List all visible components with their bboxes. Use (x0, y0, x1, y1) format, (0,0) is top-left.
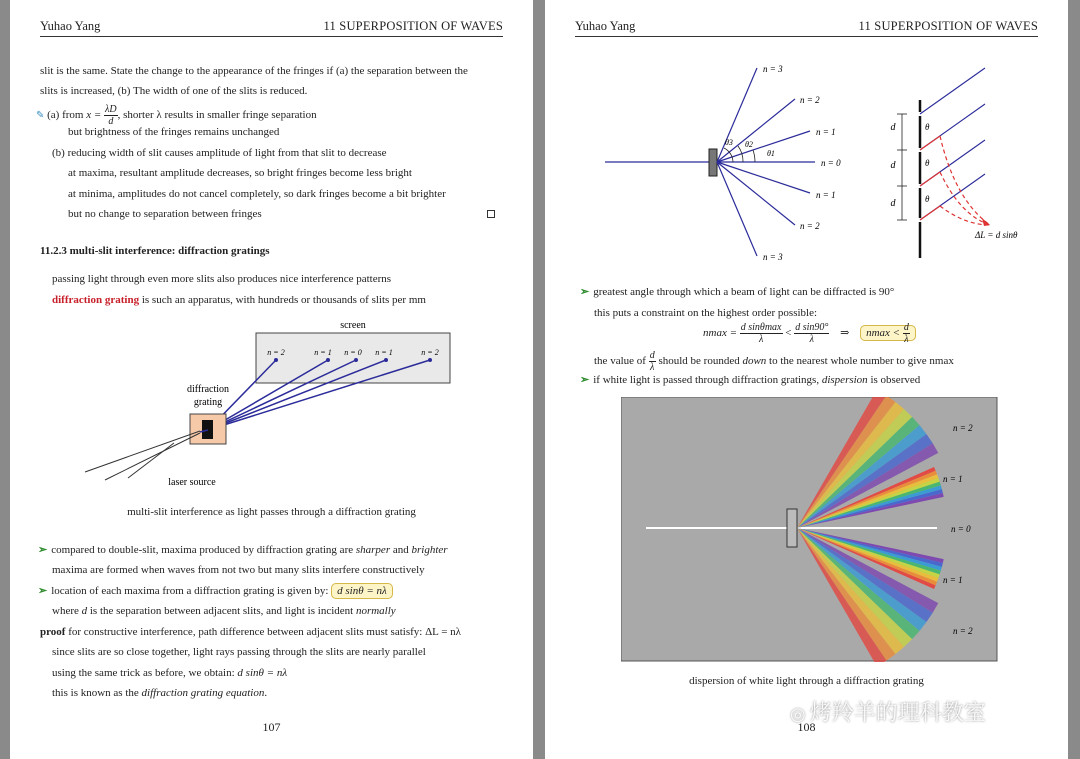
grating (787, 509, 797, 547)
arrow-icon: ➢ (580, 374, 590, 386)
grating-label-2: grating (193, 397, 223, 408)
header-chapter: 11 SUPERPOSITION OF WAVES (858, 19, 1038, 33)
order-label: n = 2 (800, 221, 820, 231)
angle-label: θ3 (725, 138, 733, 147)
proof-line4: this is known as the diffraction grating equation. (52, 687, 268, 699)
screen-label: screen (340, 320, 366, 331)
proof-line2: since slits are so close together, light rays passing through the slits are nearly parallel (52, 646, 426, 658)
order-label: n = 2 (267, 348, 285, 357)
nmax-box: nmax < $\frac{d}{\lambda}$ (860, 325, 916, 341)
bullet-location: ➢ location of each maxima from a diffraction grating is given by: d sinθ = nλ (38, 584, 393, 598)
order-label: n = 0 (344, 348, 362, 357)
proof-line1: proof for constructive interference, path difference between adjacent slits must satisfy: ΔL = nλ (40, 626, 461, 638)
bullet-compare-line2: maxima are formed when waves from not two but many slits interfere constructively (52, 564, 425, 576)
bullet-greatest-angle: ➢ greatest angle through which a beam of light can be diffracted is 90° (580, 286, 895, 298)
proof-line3: using the same trick as before, we obtain: d sinθ = nλ (52, 667, 288, 679)
section-heading: 11.2.3 multi-slit interference: diffraction gratings (40, 245, 270, 257)
order-label: n = 2 (800, 95, 820, 105)
order-label: n = 1 (375, 348, 393, 357)
multi-slit-figure (10, 310, 533, 500)
d-label: d (890, 198, 896, 209)
equation-box: d sinθ = nλ (331, 583, 393, 599)
page-108 (545, 0, 1068, 759)
nmax-equation: nmax = $\frac{\text{d sinθmax}}{\lambda}$ < $\frac{\text{d sin90°}}{\lambda}$ ⇒ nmax < $\frac{d}{\lambda}$ (703, 322, 916, 345)
order-label: n = 2 (421, 348, 439, 357)
paragraph-intro-1: slit is the same. State the change to the appearance of the fringes if (a) the separation between the (40, 65, 468, 77)
page-107 (10, 0, 533, 759)
answer-b-line1: (b) reducing width of slit causes amplitude of light from that slit to decrease (52, 147, 387, 159)
order-label: n = 0 (821, 158, 841, 168)
theta-label: θ (925, 194, 930, 204)
order-label: n = 2 (953, 423, 973, 433)
page-header (575, 18, 1038, 37)
wechat-icon: ◎ (790, 704, 806, 725)
rounding-line: the value of $\frac{d}{\lambda}$ should be rounded down to the nearest whole number to give nmax (594, 350, 954, 373)
angle-label: θ1 (767, 149, 775, 158)
order-label: n = 1 (314, 348, 332, 357)
header-chapter: 11 SUPERPOSITION OF WAVES (323, 19, 503, 33)
grating (709, 149, 717, 176)
order-label: n = 3 (763, 252, 783, 262)
path-difference-label: ΔL = d sinθ (975, 230, 1018, 240)
arrow-icon: ➢ (38, 544, 48, 556)
header-author: Yuhao Yang (575, 19, 636, 33)
paragraph-dg: diffraction grating is such an apparatus, with hundreds or thousands of slits per mm (52, 294, 426, 306)
qed-square-icon (487, 210, 495, 218)
theta-label: θ (925, 158, 930, 168)
paragraph-s1: passing light through even more slits also produces nice interference patterns (52, 273, 392, 285)
laser-label: laser source (168, 477, 216, 488)
header-author: Yuhao Yang (40, 19, 101, 33)
order-label: n = 1 (943, 474, 963, 484)
answer-b-line2: at maxima, resultant amplitude decreases, so bright fringes become less bright (68, 167, 412, 179)
grating-label-1: diffraction (186, 384, 230, 395)
order-label: n = 3 (763, 64, 783, 74)
arrow-icon: ➢ (38, 585, 48, 597)
answer-a: ✎ (a) from x = $\frac{\lambda D}{d}$ , shorter λ results in smaller fringe separation (36, 104, 317, 127)
answer-b-line4: but no change to separation between fringes (68, 208, 262, 220)
angle-label: θ2 (745, 140, 753, 149)
d-label: d (890, 160, 896, 171)
order-label: n = 1 (943, 575, 963, 585)
paragraph-intro-2: slits is increased, (b) The width of one of the slits is reduced. (40, 85, 308, 97)
screen-rect (256, 333, 450, 383)
constraint-line: this puts a constraint on the highest order possible: (594, 307, 818, 319)
d-label: d (890, 122, 896, 133)
answer-b-line3: at minima, amplitudes do not cancel completely, so dark fringes become a bit brighter (68, 188, 446, 200)
arrow-icon: ➢ (580, 286, 590, 298)
order-label: n = 0 (951, 524, 971, 534)
page-number: 108 (797, 720, 816, 734)
answer-a-line2: but brightness of the fringes remains unchanged (68, 126, 280, 138)
order-label: n = 1 (816, 127, 836, 137)
bullet-white-light: ➢ if white light is passed through diffraction gratings, dispersion is observed (580, 374, 921, 386)
figure-caption: dispersion of white light through a diffraction grating (689, 675, 924, 687)
order-label: n = 1 (816, 190, 836, 200)
page-number: 107 (262, 720, 281, 734)
bullet-compare: ➢ compared to double-slit, maxima produced by diffraction grating are sharper and brighter (38, 544, 448, 556)
theta-label: θ (925, 122, 930, 132)
dispersion-figure (621, 397, 998, 662)
bullet-location-line2: where d is the separation between adjacent slits, and light is incident normally (52, 605, 396, 617)
page-header (40, 18, 503, 37)
order-label: n = 2 (953, 626, 973, 636)
orders-fan-figure (545, 50, 1068, 270)
figure-caption: multi-slit interference as light passes through a diffraction grating (127, 506, 416, 518)
watermark: ◎ 烤羚羊的理科教室 (790, 701, 986, 726)
pencil-icon: ✎ (36, 110, 45, 122)
